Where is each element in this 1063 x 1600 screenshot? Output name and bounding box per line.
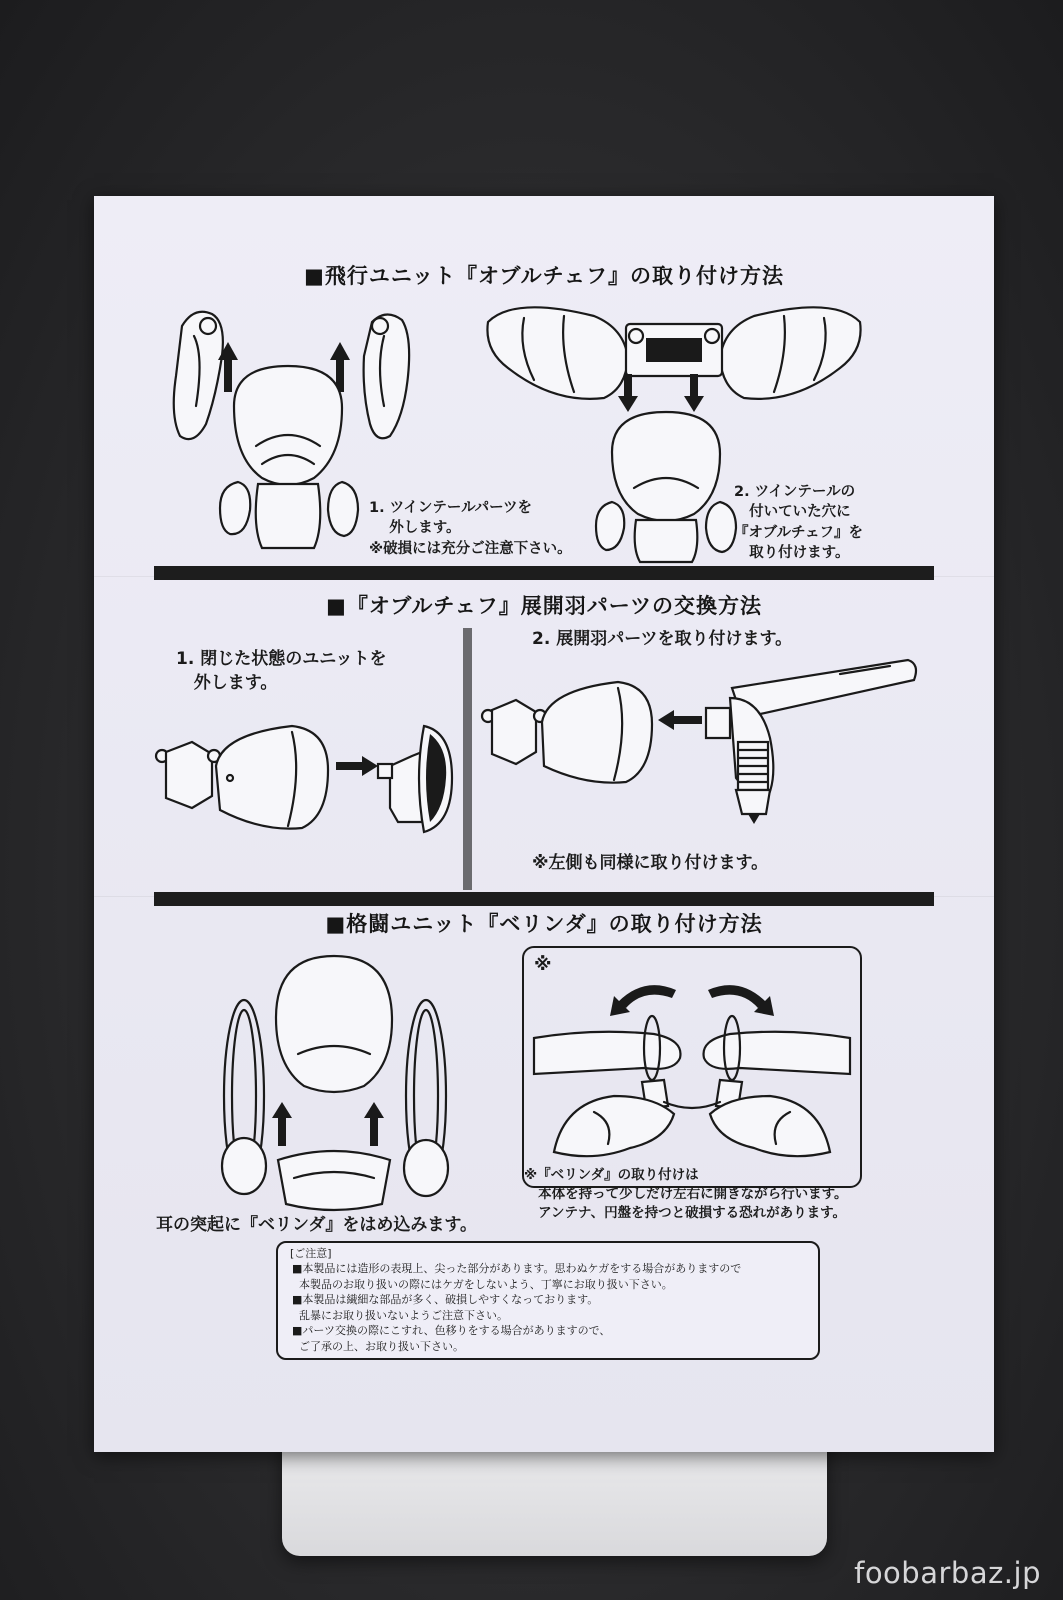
section-divider	[154, 566, 934, 580]
section-divider	[154, 892, 934, 906]
hands-opening-diagram	[534, 962, 850, 1178]
box-marker: ※	[534, 954, 552, 975]
instruction-sheet	[94, 196, 994, 1452]
section2-step2-text: 2. 展開羽パーツを取り付けます。	[532, 629, 793, 649]
belinda-attachment-diagram	[214, 946, 454, 1216]
caution-text: ■本製品には造形の表現上、尖った部分があります。思わぬケガをする場合がありますので 本製品のお取り扱いの際にはケガをしないよう、丁寧にお取り扱い下さい。 ■本製品は繊細な部品が多く、破損しやすくなっております。 乱暴にお取り扱いないようご注意下さい。 ■パーツ交換の際にこすれ、色移りをする場合がありますので、 ご了承の上、お取り扱い下さい。	[292, 1262, 742, 1353]
caution-box	[276, 1241, 820, 1360]
section2-note: ※左側も同様に取り付けます。	[532, 853, 769, 873]
column-divider	[463, 628, 472, 890]
section3-note: ※『ベリンダ』の取り付けは 本体を持って少しだけ左右に開きながら行います。 アンテナ、円盤を持つと破損する恐れがあります。	[524, 1167, 848, 1221]
section1-step2-text: 2. ツインテールの 付いていた穴に 『オブルチェフ』を 取り付けます。	[734, 484, 864, 561]
section2-step1-text: 1. 閉じた状態のユニットを 外します。	[176, 649, 387, 693]
section2-heading: ■『オブルチェフ』展開羽パーツの交換方法	[326, 594, 762, 618]
section3-caption: 耳の突起に『ベリンダ』をはめ込みます。	[156, 1215, 477, 1235]
section3-heading: ■格闘ユニット『ベリンダ』の取り付け方法	[325, 912, 763, 936]
section1-heading: ■飛行ユニット『オブルチェフ』の取り付け方法	[304, 264, 784, 288]
watermark: foobarbaz.jp	[854, 1556, 1041, 1590]
hand-illustration-box	[522, 946, 862, 1188]
wing-part-attachment-diagram	[480, 658, 930, 838]
caution-title: [ご注意]	[290, 1247, 332, 1260]
closed-unit-removal-diagram	[152, 712, 462, 842]
section1-step1-text: 1. ツインテールパーツを 外します。 ※破損には充分ご注意下さい。	[369, 500, 572, 557]
